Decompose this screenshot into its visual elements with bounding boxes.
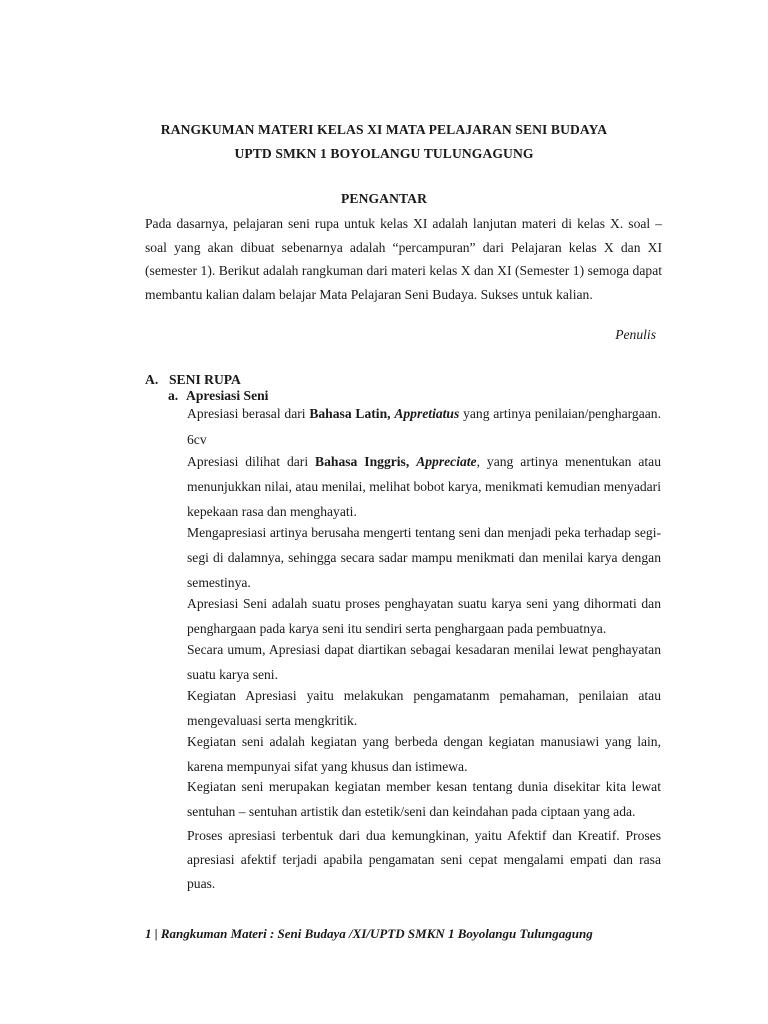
paragraph-5: Secara umum, Apresiasi dapat diartikan sebagai kesadaran menilai lewat penghayatan suatu karya seni.: [187, 642, 661, 682]
section-number: A.: [145, 372, 159, 387]
p2-text-d: , yang artinya menentukan atau menunjukkan nilai, atau menilai, melihat bobot karya, menikmati kemudian menyadari kepekaan rasa dan menghayati.: [187, 454, 662, 519]
intro-paragraph: Pada dasarnya, pelajaran seni rupa untuk kelas XI adalah lanjutan materi di kelas X. soal – soal yang akan dibuat sebenarnya adalah “percampuran” dari Pelajaran kelas X dan XI (semester 1). Berikut adalah rangkuman dari materi kelas X dan XI (Semester 1) semoga dapat membantu kalian dalam belajar Mata Pelajaran Seni Budaya. Sukses untuk kalian.: [145, 216, 662, 302]
p2-bold: Bahasa Inggris,: [315, 454, 417, 469]
paragraph-4: Apresiasi Seni adalah suatu proses penghayatan suatu karya seni yang dihormati dan penghargaan pada karya seni itu sendiri serta penghargaan pada pembuatnya.: [187, 596, 661, 636]
paragraph-9: Proses apresiasi terbentuk dari dua kemungkinan, yaitu Afektif dan Kreatif. Proses apresiasi afektif terjadi apabila pengamatan seni cepat mengalami empati dan rasa puas.: [187, 828, 661, 891]
subsection-title: Apresiasi Seni: [186, 388, 269, 403]
document-title: RANGKUMAN MATERI KELAS XI MATA PELAJARAN SENI BUDAYA: [160, 122, 608, 137]
page-footer: 1 | Rangkuman Materi : Seni Budaya /XI/UPTD SMKN 1 Boyolangu Tulungagung: [145, 926, 593, 941]
section-body: [187, 401, 661, 896]
intro-heading: PENGANTAR: [341, 191, 427, 206]
subsection-number: a.: [168, 388, 179, 403]
p2-text-a: Apresiasi dilihat dari: [187, 454, 316, 469]
paragraph-6: Kegiatan Apresiasi yaitu melakukan pengamatanm pemahaman, penilaian atau mengevaluasi serta mengkritik.: [187, 688, 661, 728]
p1-text-d: yang artinya penilaian/penghargaan. 6cv: [187, 406, 661, 447]
p1-bold-italic: Appretiatus: [394, 406, 460, 421]
section-title: SENI RUPA: [169, 372, 241, 387]
author-signature: Penulis: [615, 327, 656, 342]
section-heading: [145, 372, 241, 388]
p1-bold: Bahasa Latin,: [309, 406, 395, 421]
paragraph-7: Kegiatan seni adalah kegiatan yang berbeda dengan kegiatan manusiawi yang lain, karena mempunyai sifat yang khusus dan istimewa.: [187, 734, 661, 774]
p1-text-a: Apresiasi berasal dari: [187, 406, 310, 421]
paragraph-1: [187, 401, 661, 453]
paragraph-3: Mengapresiasi artinya berusaha mengerti tentang seni dan menjadi peka terhadap segi-segi di dalamnya, sehingga secara sadar mampu menikmati dan menilai karya dengan semestinya.: [187, 525, 661, 590]
document-subtitle: UPTD SMKN 1 BOYOLANGU TULUNGAGUNG: [234, 146, 534, 161]
paragraph-2: [187, 449, 661, 524]
paragraph-8: Kegiatan seni merupakan kegiatan member kesan tentang dunia disekitar kita lewat sentuhan – sentuhan artistik dan estetik/seni dan keindahan pada ciptaan yang ada.: [187, 779, 661, 819]
p2-bold-italic: Appreciate: [416, 454, 477, 469]
